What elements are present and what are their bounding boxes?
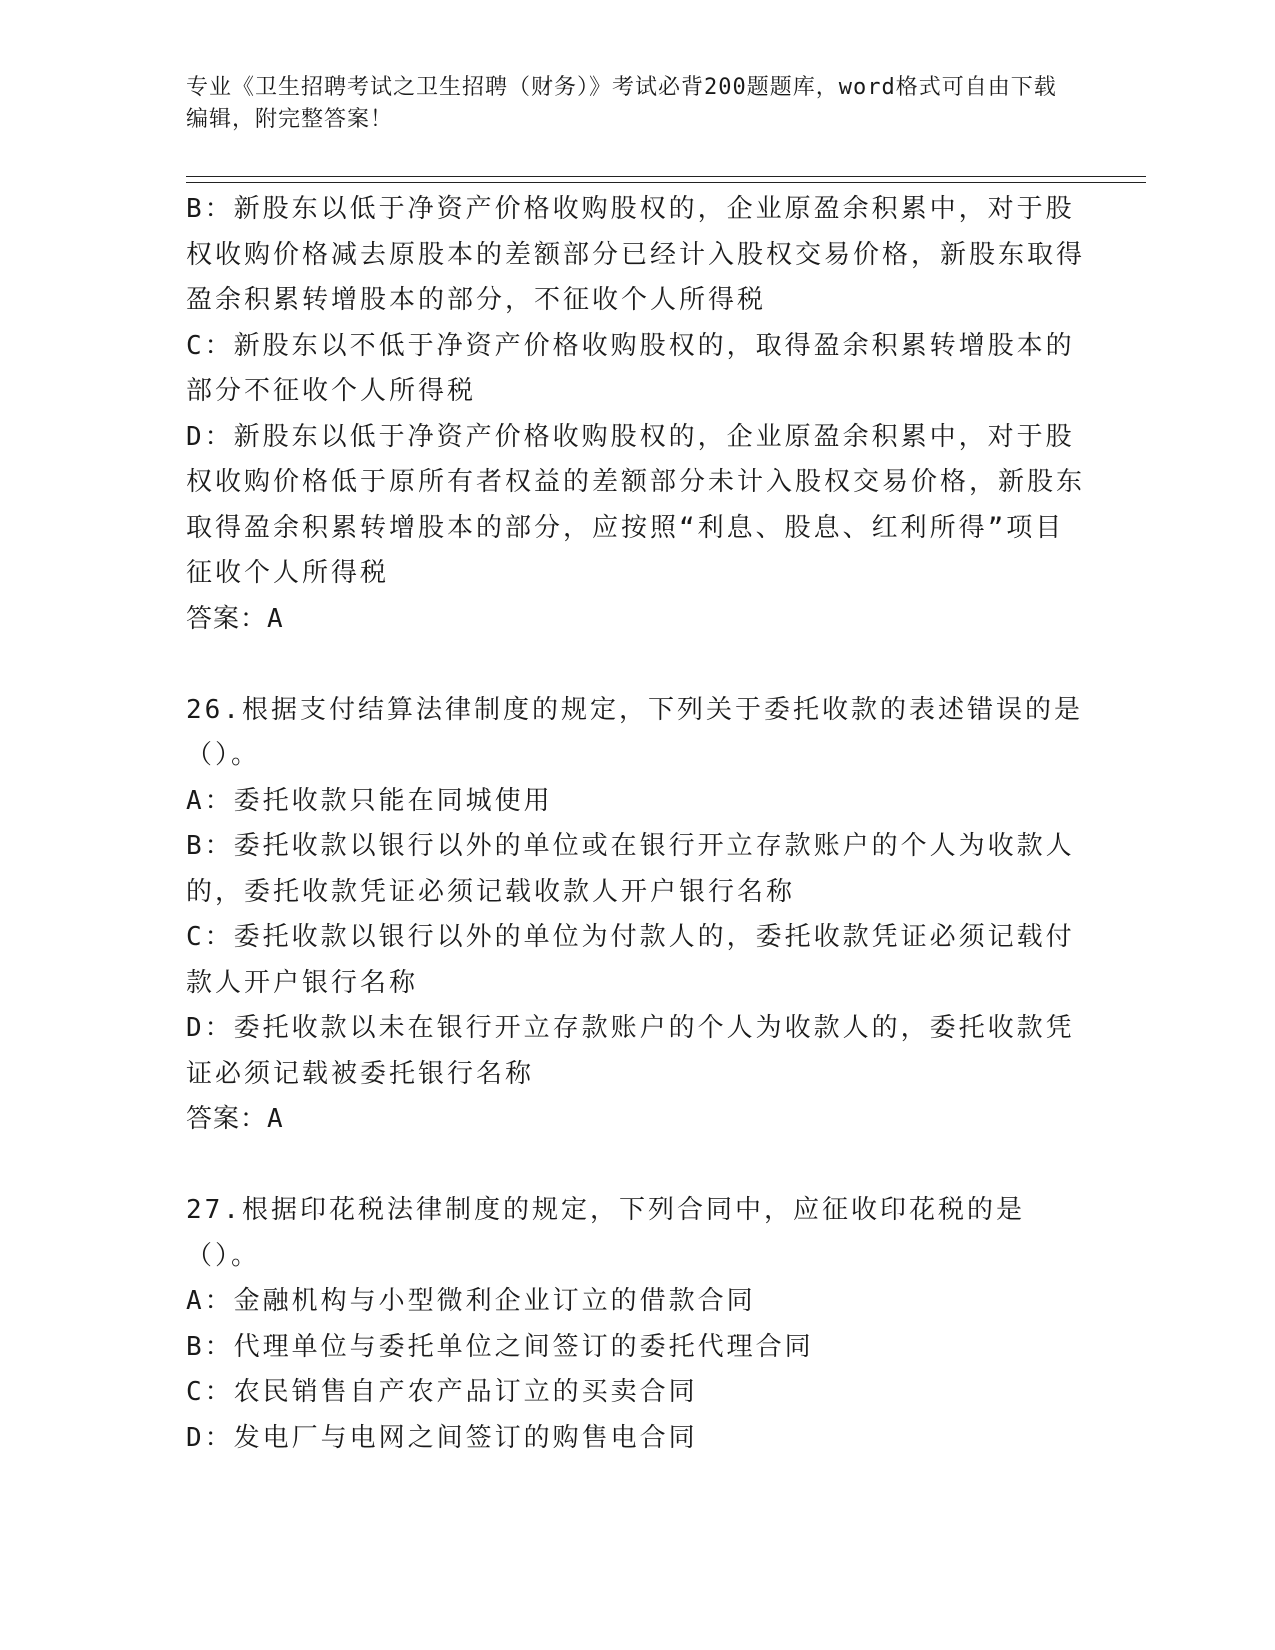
option-d: D：委托收款以未在银行开立存款账户的个人为收款人的，委托收款凭证必须记载被委托银行名称 (186, 1013, 1075, 1089)
question-stem: 26.根据支付结算法律制度的规定，下列关于委托收款的表述错误的是（）。 (186, 694, 1083, 770)
header-divider-bottom (186, 182, 1146, 183)
question-spacer (186, 642, 1086, 688)
question-26 (186, 688, 1086, 1143)
question-spacer (186, 1143, 1086, 1189)
answer-value: A (267, 1104, 284, 1134)
page-header-title: 专业《卫生招聘考试之卫生招聘（财务）》考试必背200题题库，word格式可自由下载编辑，附完整答案！ (186, 75, 1057, 132)
answer-label: 答案： (186, 1104, 268, 1134)
option-d: D：新股东以低于净资产价格收购股权的，企业原盈余积累中，对于股权收购价格低于原所有者权益的差额部分未计入股权交易价格，新股东取得盈余积累转增股本的部分，应按照“利息、股息、红利所得”项目征收个人所得税 (186, 421, 1086, 588)
option-d: D：发电厂与电网之间签订的购售电合同 (186, 1422, 698, 1453)
prev-question (186, 187, 1086, 642)
option-b: B：代理单位与委托单位之间签订的委托代理合同 (186, 1331, 814, 1362)
option-c: C：委托收款以银行以外的单位为付款人的，委托收款凭证必须记载付款人开户银行名称 (186, 922, 1075, 998)
answer-line (186, 597, 1086, 643)
option-c: C：新股东以不低于净资产价格收购股权的，取得盈余积累转增股本的部分不征收个人所得税 (186, 330, 1075, 406)
option-c: C：农民销售自产农产品订立的买卖合同 (186, 1377, 698, 1407)
header-divider-top (186, 176, 1146, 177)
question-content (186, 187, 1086, 1461)
answer-label: 答案： (186, 603, 268, 634)
question-stem: 27.根据印花税法律制度的规定，下列合同中，应征收印花税的是（）。 (186, 1195, 1025, 1271)
answer-value: A (267, 603, 284, 634)
option-b: B：委托收款以银行以外的单位或在银行开立存款账户的个人为收款人的，委托收款凭证必须记载收款人开户银行名称 (186, 831, 1075, 907)
option-a: A：金融机构与小型微利企业订立的借款合同 (186, 1286, 756, 1316)
option-a: A：委托收款只能在同城使用 (186, 785, 553, 816)
answer-line (186, 1097, 1086, 1143)
question-27 (186, 1188, 1086, 1461)
option-b: B：新股东以低于净资产价格收购股权的，企业原盈余积累中，对于股权收购价格减去原股本的差额部分已经计入股权交易价格，新股东取得盈余积累转增股本的部分，不征收个人所得税 (186, 194, 1086, 315)
